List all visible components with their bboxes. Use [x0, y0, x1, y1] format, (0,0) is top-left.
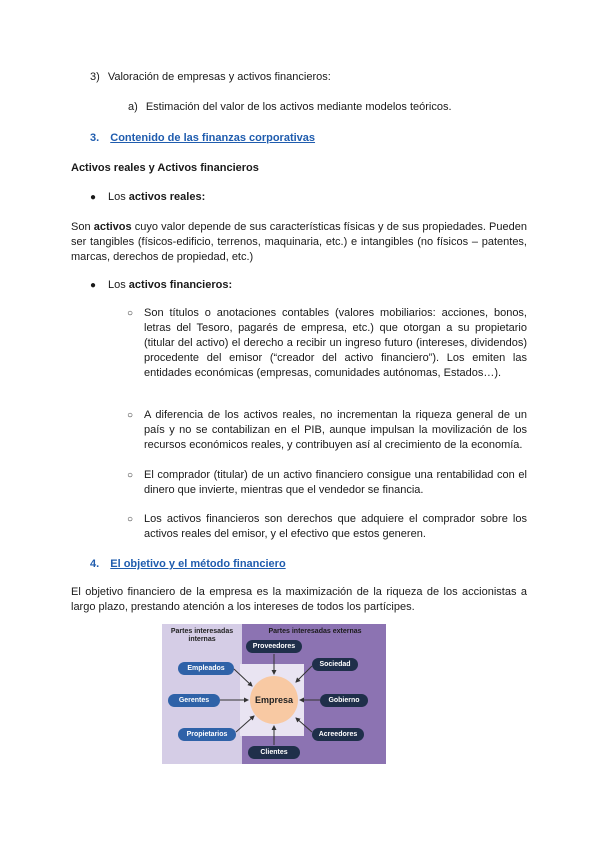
stakeholder-diagram [162, 624, 386, 764]
stakeholder-gerentes: Gerentes [168, 694, 220, 707]
paragraph-real-assets [71, 220, 527, 265]
list-item-3a [128, 100, 452, 115]
paragraph-objective: El objetivo financiero de la empresa es la maximización de la riqueza de los accionistas a largo plazo, prestando atención a los intereses de todos los partícipes. [71, 586, 527, 613]
bullet-real [90, 190, 205, 205]
section-title-link[interactable]: El objetivo y el método financiero [110, 558, 286, 570]
external-label: Partes interesadas externas [268, 628, 362, 635]
stakeholder-empleados: Empleados [178, 662, 234, 675]
list-number: 3) [90, 71, 100, 83]
circle-bullet-icon: ○ [127, 308, 134, 319]
center-node: Empresa [250, 676, 298, 724]
stakeholder-gobierno: Gobierno [320, 694, 368, 707]
section-4-heading [90, 557, 286, 572]
section-number: 3. [90, 132, 100, 144]
circle-bullet-icon: ○ [127, 514, 134, 525]
stakeholder-clientes: Clientes [248, 746, 300, 759]
arrow-empleados [234, 669, 252, 686]
para-bold: activos [93, 221, 132, 233]
bullet-financial [90, 278, 232, 293]
circle-bullet-icon: ○ [127, 410, 134, 421]
section-title-link[interactable]: Contenido de las finanzas corporativas [110, 132, 316, 144]
bullet-prefix: Los [108, 191, 129, 203]
list-item-3 [90, 70, 331, 85]
para-rest: cuyo valor depende de sus características físicas y de sus propiedades. Pueden ser tangibles (físicos-edificio, terrenos, maquinaria, etc.) e intangibles (no físicos – patentes, marcas, derechos de propiedad, etc.) [71, 221, 527, 263]
arrow-propietarios [236, 716, 254, 732]
bullet-bold: activos financieros: [128, 279, 233, 291]
stakeholder-acreedores: Acreedores [312, 728, 364, 741]
bullet-bold: activos reales: [128, 191, 206, 203]
internal-label: Partes interesadas internas [170, 628, 234, 643]
list-letter: a) [128, 101, 138, 113]
arrow-sociedad [296, 666, 312, 682]
para-prefix: Son [71, 221, 94, 233]
sub-bullet-1: Son títulos o anotaciones contables (valores mobiliarios: acciones, bonos, letras del Tesoro, pagarés de empresa, etc.) que otorgan a su propietario (titular del activo) el derecho a recibir un ingreso futuro (intereses, dividendos) procedente del emisor (“creador del activo financiero”). Los emiten las entidades económicas (empresas, comunidades autónomas, Estados…). [144, 307, 527, 379]
bullet-icon: ● [90, 280, 97, 291]
list-text: Valoración de empresas y activos financieros: [107, 71, 331, 83]
list-text: Estimación del valor de los activos mediante modelos teóricos. [145, 101, 452, 113]
bullet-icon: ● [90, 192, 97, 203]
sub-bullet-2: A diferencia de los activos reales, no incrementan la riqueza general de un país y no se contabilizan en el PIB, aunque impulsan la movilización de los recursos económicos reales, y contribuyen así al crecimiento de la economía. [144, 409, 527, 451]
stakeholder-propietarios: Propietarios [178, 728, 236, 741]
subheading: Activos reales y Activos financieros [71, 162, 259, 174]
arrows [162, 624, 386, 764]
sub-bullet-3: El comprador (titular) de un activo financiero consigue una rentabilidad con el dinero que invierte, mientras que el vendedor se financia. [144, 469, 527, 496]
arrow-acreedores [296, 718, 312, 732]
circle-bullet-icon: ○ [127, 470, 134, 481]
stakeholder-proveedores: Proveedores [246, 640, 302, 653]
section-3-heading [90, 131, 315, 146]
stakeholder-sociedad: Sociedad [312, 658, 358, 671]
sub-bullet-4: Los activos financieros son derechos que adquiere el comprador sobre los activos reales del emisor, y el efectivo que estos generen. [144, 513, 527, 540]
bullet-prefix: Los [108, 279, 129, 291]
section-number: 4. [90, 558, 100, 570]
